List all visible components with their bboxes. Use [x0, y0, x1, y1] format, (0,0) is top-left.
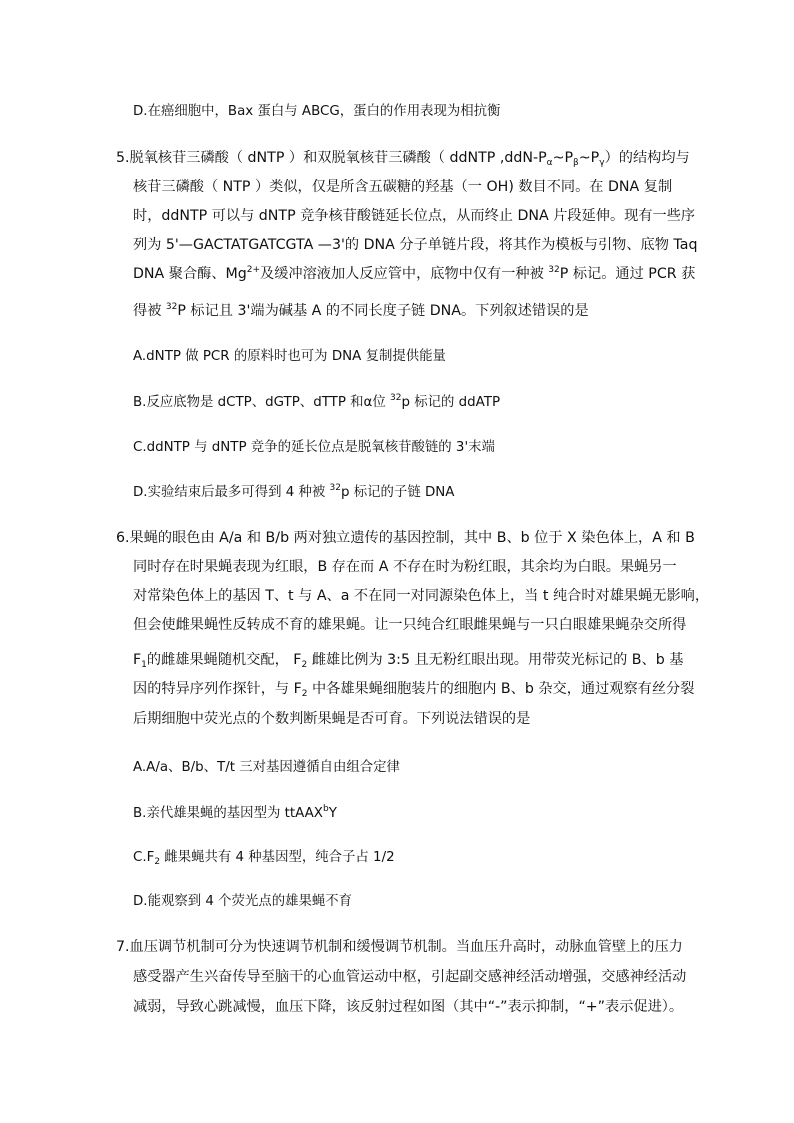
- q5-stem-line-4: 列为 5'—GACTATGATCGTA —3'的 DNA 分子单链片段，将其作为模板与引物、底物 Taq: [133, 237, 698, 253]
- q6-stem-line-1: 6.果蝇的眼色由 A/a 和 B/b 两对独立遗传的基因控制，其中 B、b 位于 X 染色体上，A 和 B: [116, 530, 695, 546]
- q6-option-c: $C.F_2$ 雌果蝇共有 4 种基因型，纯合子占 1/2: [133, 850, 395, 867]
- q6-stem-line-3: 对常染色体上的基因 T、t 与 A、a 不在同一对同源染色体上，当 t 纯合时对雄果蝇无影响，: [133, 588, 710, 604]
- q6-stem-line-2: 同时存在时果蝇表现为红眼，B 存在而 A 不存在时为粉红眼，其余均为白眼。果蝇另一: [133, 559, 677, 575]
- q6-option-a: A.A/a、B/b、T/t 三对基因遵循自由组合定律: [133, 760, 400, 775]
- q5-option-c: C.ddNTP 与 dNTP 竞争的延长位点是脱氧核苷酸链的 3'末端: [133, 440, 495, 455]
- q6-stem-line-7: 后期细胞中荧光点的个数判断果蝇是否可育。下列说法错误的是: [133, 711, 531, 727]
- q5-option-b: B.反应底物是 dCTP、dGTP、dTTP 和α位 $^{32}$p 标记的 ddATP: [133, 393, 501, 410]
- q5-stem-line-3: 时，ddNTP 可以与 dNTP 竞争核苷酸链延长位点，从而终止 DNA 片段延伸。现有一些序: [133, 208, 696, 224]
- q5-stem-line-5: DNA 聚合酶、$Mg^{2+}$及缓冲溶液加人反应管中，底物中仅有一种被 $^{32}$P 标记。通过 PCR 获: [133, 265, 696, 282]
- q5-option-a: A.dNTP 做 PCR 的原料时也可为 DNA 复制提供能量: [133, 349, 446, 364]
- q7-stem-line-2: 感受器产生兴奋传导至脑干的心血管运动中枢，引起副交感神经活动增强，交感神经活动: [133, 969, 687, 985]
- q5-stem-line-6: 得被 $^{32}$P 标记且 3'端为碱基 A 的不同长度子链 DNA。下列叙述错误的是: [133, 302, 589, 319]
- q7-stem-line-3: 减弱，导致心跳减慢，血压下降，该反射过程如图（其中“-”表示抑制，“+”表示促进）。: [133, 999, 684, 1015]
- q5-stem-line-1: 5.脱氧核苷三磷酸（ dNTP ）和双脱氧核苷三磷酸（ ddNTP $,ddN-P_\alpha\sim P_\beta\sim P_\gamma$）的结构均与: [116, 150, 690, 168]
- q7-stem-line-1: 7.血压调节机制可分为快速调节机制和缓慢调节机制。当血压升高时，动脉血管壁上的压力: [116, 939, 683, 955]
- q6-option-d: D.能观察到 4 个荧光点的雄果蝇不育: [133, 894, 353, 909]
- q6-stem-line-4: 但会使雌果蝇性反转成不育的雄果蝇。让一只纯合红眼雌果蝇与一只白眼雄果蝇杂交所得: [133, 617, 687, 633]
- q6-stem-line-6: 因的特异序列作探针，与 $F_2$ 中各雄果蝇细胞装片的细胞内 B、b 杂交，通过观察有丝分裂: [133, 681, 695, 699]
- q5-stem-line-2: 核苷三磷酸（ NTP ）类似，仅是所含五碳糖的羟基（一 OH) 数目不同。在 DNA 复制: [133, 179, 673, 195]
- q6-stem-line-5: $F_1$的雌雄果蝇随机交配， $F_2$ 雌雄比例为 3:5 且无粉红眼出现。用带荧光标记的 B、b 基: [133, 652, 684, 670]
- q4-option-d: D.在癌细胞中，Bax 蛋白与 ABCG，蛋白的作用表现为相抗衡: [133, 104, 501, 119]
- q5-option-d: D.实验结束后最多可得到 4 种被 $^{32}$p 标记的子链 DNA: [133, 483, 455, 500]
- q6-option-b: B.亲代雄果蝇的基因型为 ttAAX$^b$Y: [133, 804, 337, 821]
